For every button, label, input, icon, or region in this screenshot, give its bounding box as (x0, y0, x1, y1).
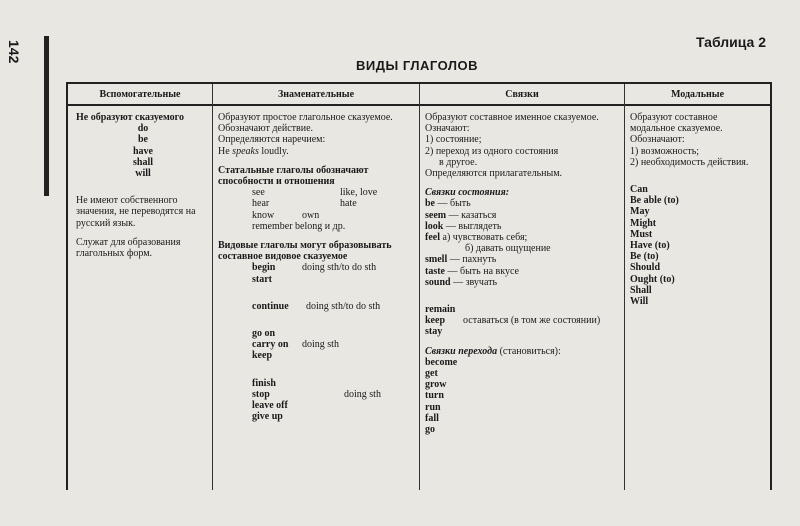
page-title: ВИДЫ ГЛАГОЛОВ (356, 58, 478, 73)
link-row: sound — звучать (425, 276, 498, 288)
modal-verb: May (630, 206, 650, 218)
modal-verb: Be able (to) (630, 195, 679, 207)
link-row: remain (425, 304, 456, 316)
aspect-row: carry on doing sth (252, 339, 339, 351)
modal-verb: Will (630, 296, 649, 308)
state-heading: Связки состояния: (425, 187, 510, 199)
aux-line: значения, не переводятся на (76, 206, 196, 218)
modal-verb: Be (to) (630, 251, 659, 263)
aspect-row: keep (252, 350, 272, 362)
link-verb: become (425, 356, 458, 368)
link-verb: turn (425, 390, 444, 402)
header-notional: Знаменательные (213, 84, 419, 106)
modal-line: Обозначают: (630, 134, 685, 146)
link-row: taste — быть на вкусе (425, 265, 519, 277)
link-row: б) давать ощущение (465, 243, 551, 255)
aspect-row: stop doing sth (252, 388, 381, 400)
aux-verb: shall (132, 156, 153, 168)
link-row: look — выглядеть (425, 220, 502, 232)
aux-verb: be (138, 134, 148, 146)
link-line: Образуют составное именное сказуемое. (425, 112, 599, 123)
aspect-row: finish (252, 377, 276, 389)
side-bar (44, 36, 49, 196)
column-auxiliary (76, 112, 210, 490)
link-line: 2) переход из одного состояния (425, 145, 559, 157)
column-divider (419, 84, 420, 490)
page-number: 142 (6, 40, 22, 64)
aspect-row: leave off (252, 400, 288, 412)
modal-line: модальное сказуемое. (630, 123, 723, 135)
link-row: smell — пахнуть (425, 254, 497, 266)
link-line: Означают: (425, 123, 470, 135)
link-row: stay (425, 326, 443, 338)
aspect-row: begin doing sth/to do sth (252, 262, 377, 274)
aux-line: русский язык. (76, 217, 136, 229)
link-verb: go (425, 424, 435, 436)
modal-verb: Shall (630, 284, 652, 296)
modal-verb: Can (630, 184, 648, 196)
link-verb: grow (425, 379, 447, 391)
link-line: в другое. (439, 156, 478, 168)
stative-row: remember belong и др. (252, 220, 346, 232)
aux-verb: will (135, 168, 151, 180)
stative-row: see like, love (252, 187, 378, 199)
modal-verb: Should (630, 262, 661, 274)
stative-row: hear hate (252, 198, 357, 210)
link-verb: fall (425, 412, 439, 424)
aspect-row: start (252, 273, 272, 285)
column-notional (218, 112, 418, 490)
modal-line: 1) возможность; (630, 145, 700, 157)
aux-line: Не образуют сказуемого (76, 112, 184, 123)
aux-line: Служат для образования (76, 236, 181, 248)
column-modal (630, 112, 770, 490)
table-label: Таблица 2 (695, 34, 766, 50)
link-verb: run (425, 401, 441, 413)
column-divider (624, 84, 625, 490)
aspect-row: continue doing sth/to do sth (252, 300, 381, 312)
modal-line: 2) необходимость действия. (630, 156, 749, 168)
stative-heading: способности и отношения (218, 176, 335, 188)
header-auxiliary: Вспомогательные (68, 84, 212, 106)
link-row: feel а) чувствовать себя; (425, 232, 528, 244)
aspect-heading: Видовые глаголы могут образовывать (218, 240, 392, 252)
modal-line: Образуют составное (630, 112, 718, 123)
header-linking: Связки (420, 84, 624, 106)
notional-example: He speaks loudly. (218, 145, 289, 157)
modal-verb: Ought (to) (630, 273, 675, 285)
modal-verb: Have (to) (630, 240, 670, 252)
aspect-row: go on (252, 328, 276, 340)
link-line: 1) состояние; (425, 134, 482, 146)
aspect-heading: составное видовое сказуемое (218, 251, 348, 263)
aspect-row: give up (252, 411, 283, 423)
link-row: keep оставаться (в том же состоянии) (425, 315, 601, 327)
transition-heading: Связки перехода (становиться): (425, 345, 561, 357)
notional-line: Обозначают действие. (218, 123, 314, 135)
column-linking (425, 112, 623, 490)
notional-line: Образуют простое глагольное сказуемое. (218, 112, 393, 123)
aux-verb: do (137, 123, 149, 135)
link-verb: get (425, 368, 438, 380)
stative-row: know own (252, 209, 320, 221)
link-line: Определяются прилагательным. (425, 168, 563, 180)
modal-verb: Might (630, 217, 657, 229)
notional-line: Определяются наречием: (218, 134, 326, 146)
column-divider (212, 84, 213, 490)
link-row: be — быть (425, 198, 471, 210)
verb-types-table (66, 82, 772, 490)
header-modal: Модальные (625, 84, 770, 106)
modal-verb: Must (630, 228, 653, 240)
aux-line: Не имеют собственного (76, 195, 178, 207)
link-row: seem — казаться (425, 209, 497, 221)
aux-line: глагольных форм. (76, 248, 153, 260)
stative-heading: Статальные глаголы обозначают (218, 164, 369, 176)
aux-verb: have (133, 145, 153, 157)
